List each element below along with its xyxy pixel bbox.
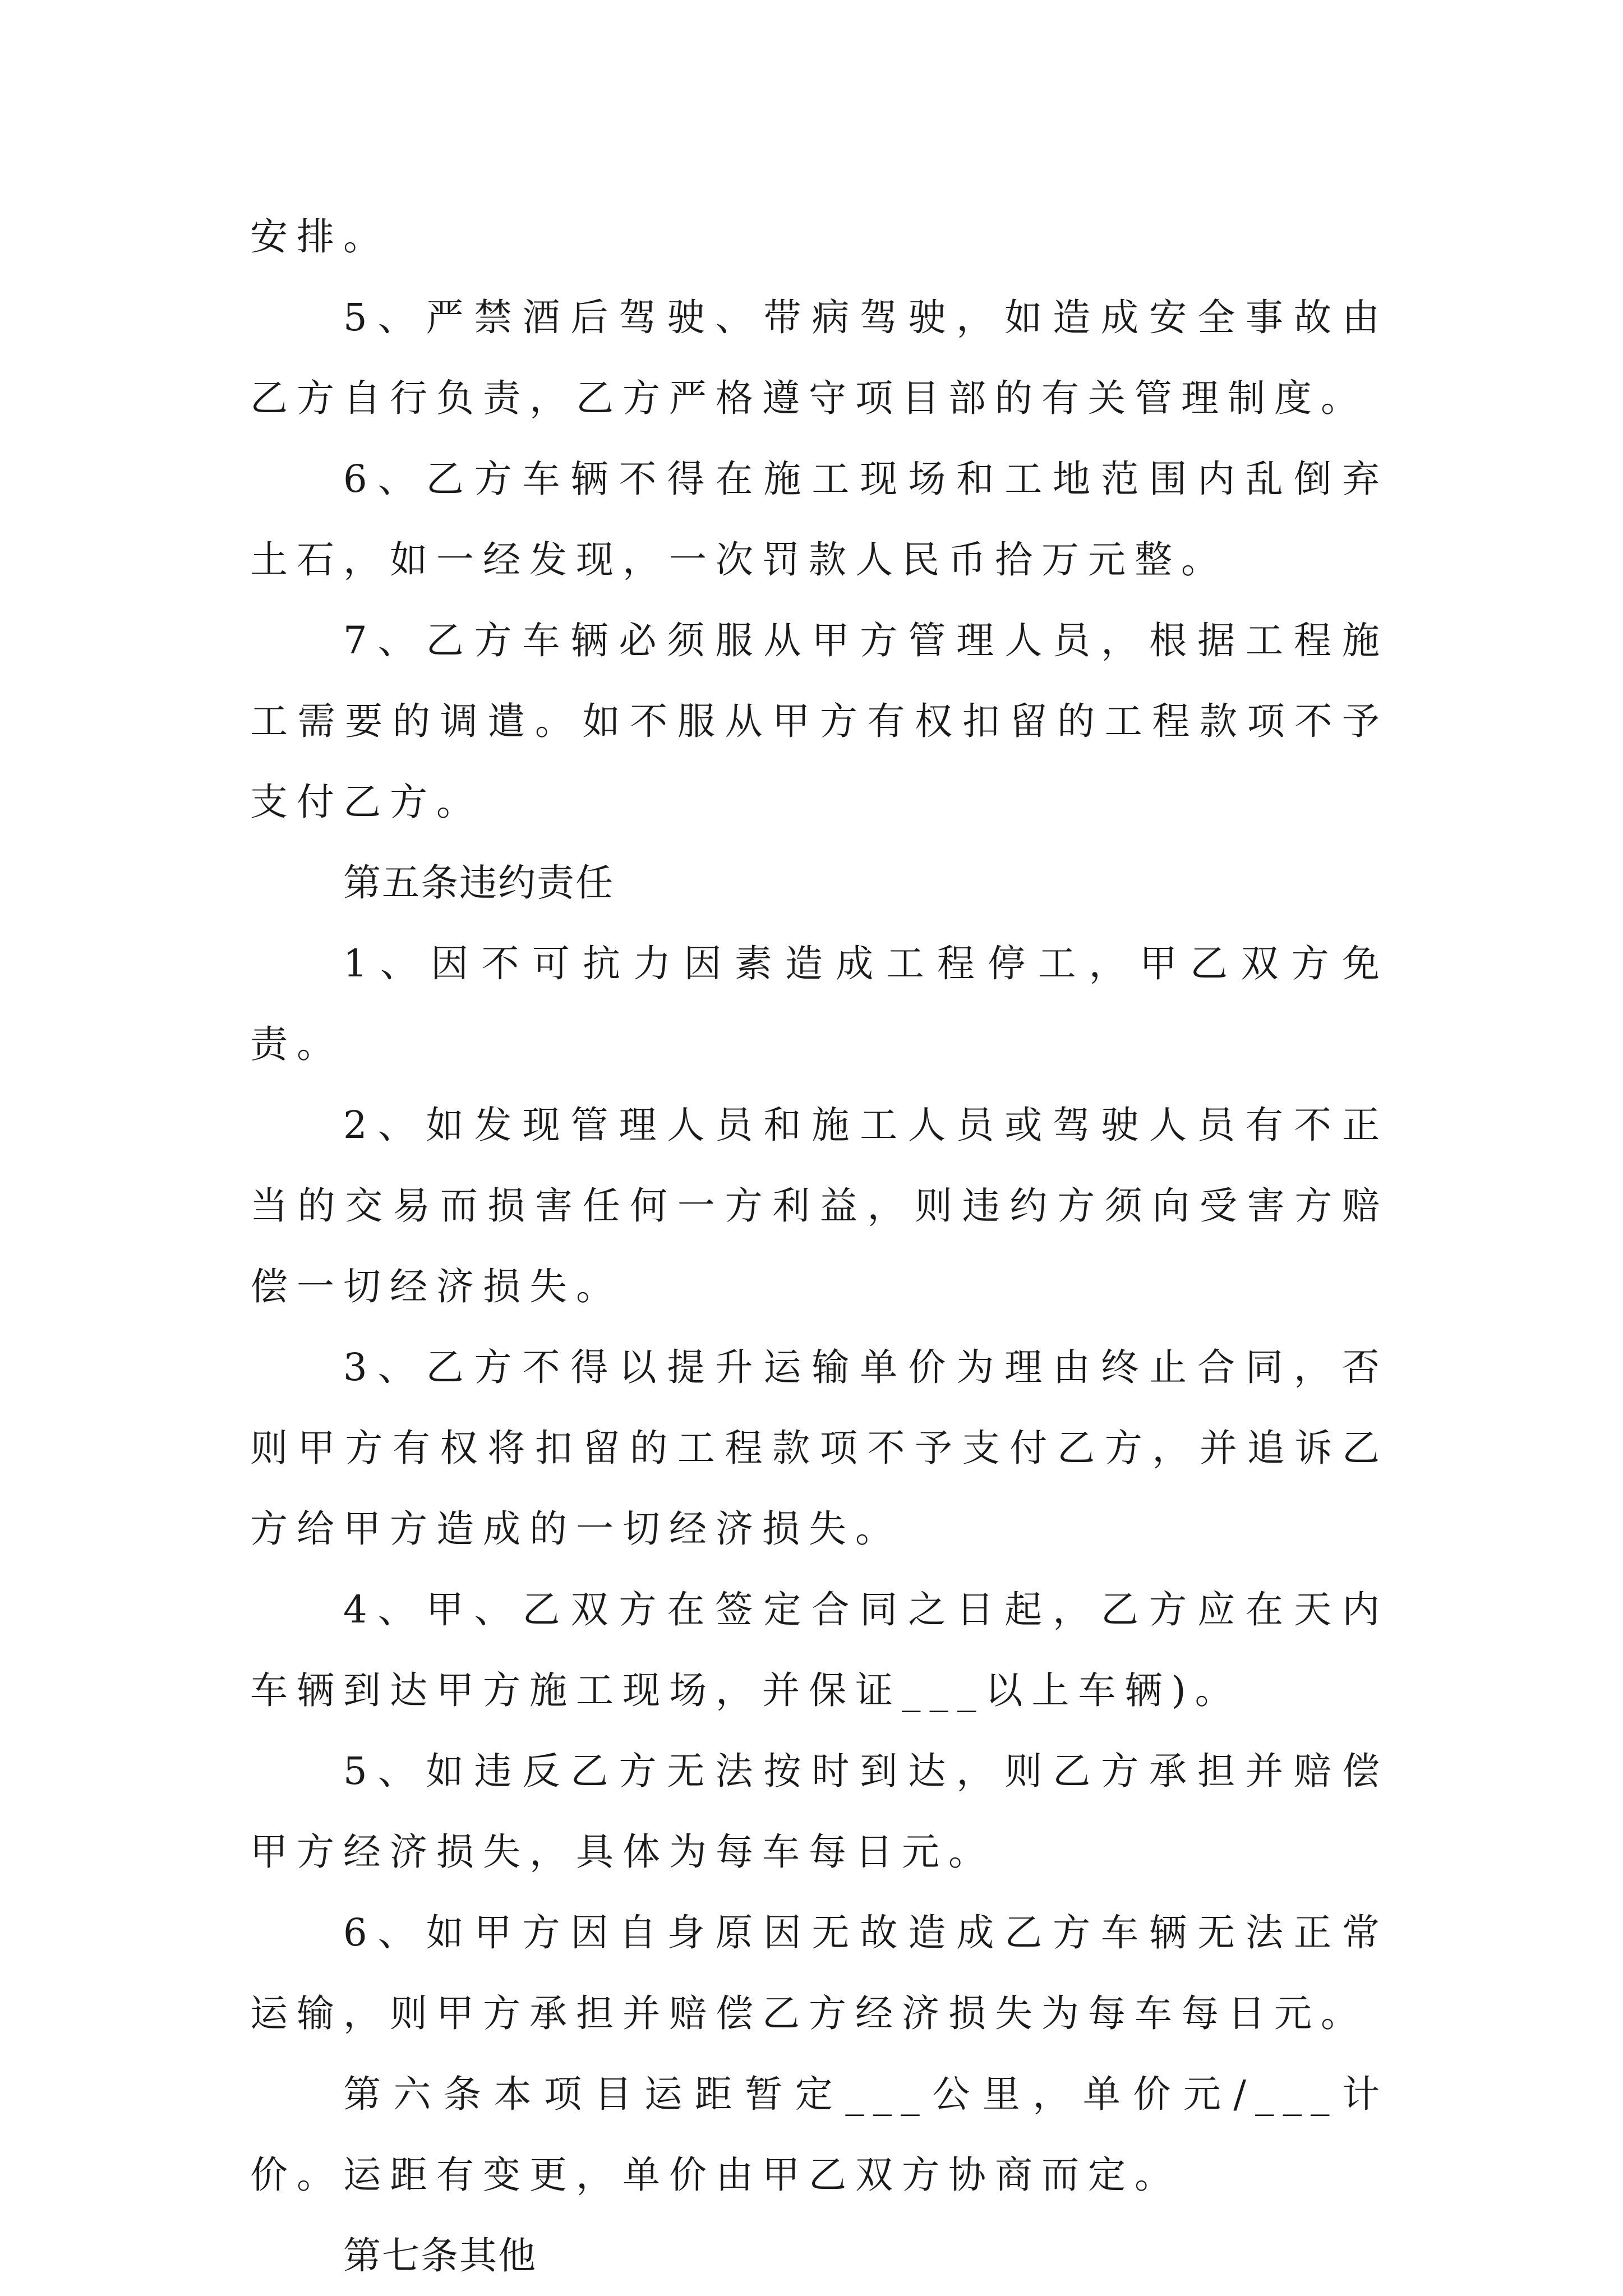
article-5-heading: 第五条违约责任: [343, 861, 614, 905]
clause-item-7-dispatch: 7、乙方车辆必须服从甲方管理人员，根据工程施工需要的调遣。如不服从甲方有权扣留的工程款项不予支付乙方。: [250, 619, 1389, 824]
article-7-heading: 第七条其他: [343, 2234, 537, 2277]
liability-item-4: 4、甲、乙双方在签定合同之日起，乙方应在天内车辆到达甲方施工现场，并保证___以上车辆)。: [250, 1588, 1389, 1712]
liability-item-5: 5、如违反乙方无法按时到达，则乙方承担并赔偿甲方经济损失，具体为每车每日元。: [250, 1749, 1389, 1874]
clause-item-5-drunk-driving: 5、严禁酒后驾驶、带病驾驶，如造成安全事故由乙方自行负责，乙方严格遵守项目部的有关管理制度。: [250, 296, 1389, 420]
clause-item-6-dumping: 6、乙方车辆不得在施工现场和工地范围内乱倒弃土石，如一经发现，一次罚款人民币拾万元整。: [250, 457, 1389, 582]
article-6-paragraph: 第六条本项目运距暂定___公里，单价元/___计价。运距有变更，单价由甲乙双方协商而定。: [250, 2072, 1389, 2197]
paragraph-continuation: 安排。: [250, 215, 390, 259]
liability-item-2: 2、如发现管理人员和施工人员或驾驶人员有不正当的交易而损害任何一方利益，则违约方须向受害方赔偿一切经济损失。: [250, 1103, 1389, 1308]
liability-item-3: 3、乙方不得以提升运输单价为理由终止合同，否则甲方有权将扣留的工程款项不予支付乙方，并追诉乙方给甲方造成的一切经济损失。: [250, 1345, 1389, 1551]
document-body: [250, 196, 1389, 2296]
liability-item-1: 1、因不可抗力因素造成工程停工，甲乙双方免责。: [250, 942, 1389, 1066]
liability-item-6: 6、如甲方因自身原因无故造成乙方车辆无法正常运输，则甲方承担并赔偿乙方经济损失为每车每日元。: [250, 1911, 1389, 2035]
